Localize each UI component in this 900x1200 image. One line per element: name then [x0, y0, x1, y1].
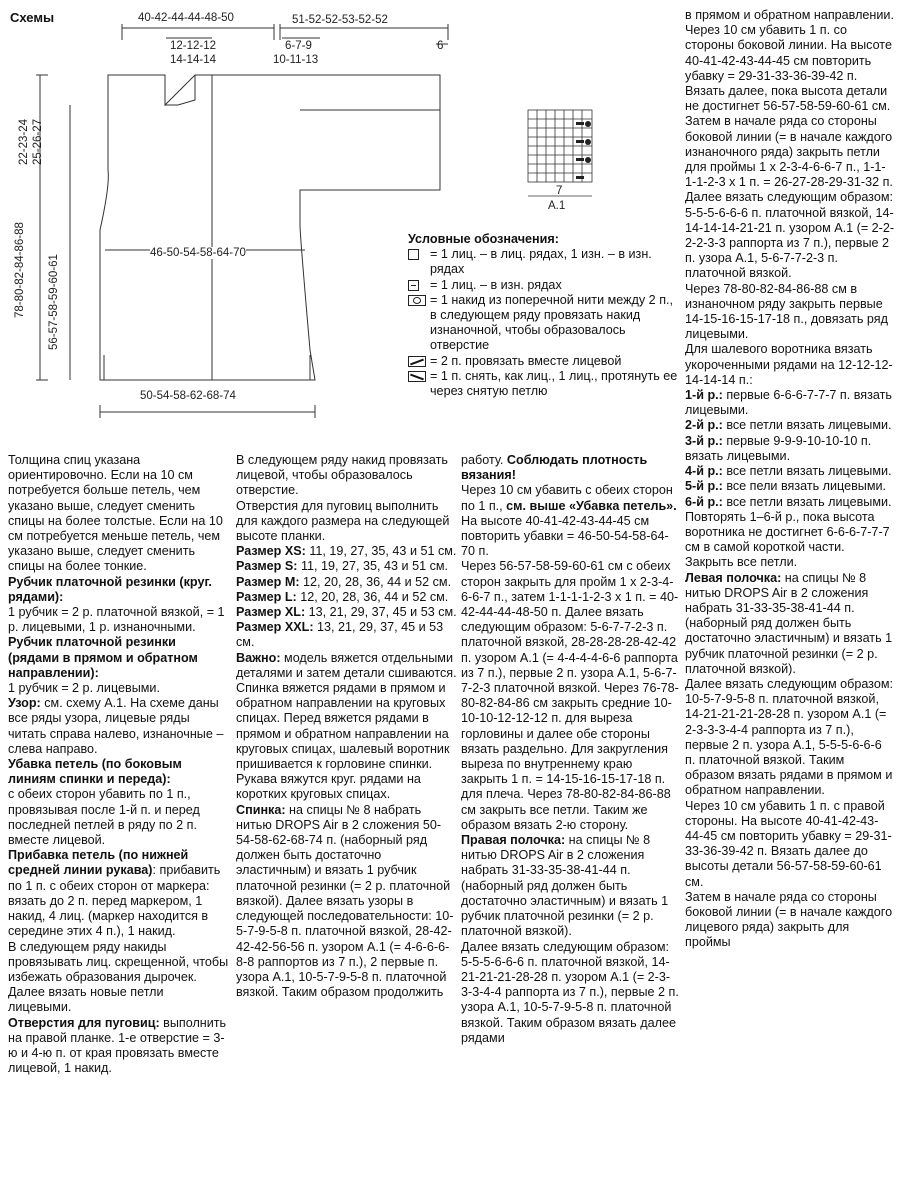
paragraph	[685, 677, 895, 799]
paragraph-heading: 3-й р.:	[685, 433, 723, 448]
paragraph-text: все петли вязать лицевыми.	[722, 418, 892, 433]
paragraph	[8, 681, 230, 696]
paragraph-text: Через 10 см убавить 1 п. с правой стороны. На высоте 40-41-42-43-44-45 см повторить убавку = 29-31-33-36-39-42 п. Вязать далее до высоты детали 56-57-58-59-60-61 см.	[685, 798, 892, 889]
paragraph	[8, 605, 230, 635]
text-column-3	[461, 453, 681, 1198]
paragraph	[8, 696, 230, 757]
paragraph-text: модель вяжется отдельными деталями и затем детали сшиваются. Спинка вяжется рядами в прямом и обратном направлении на круговых спицах. Перед вяжется рядами в прямом и обратном направлении на круговых спицах, шалевый воротник пришивается к горловине спинки. Рукава вяжутся круг. рядами на коротких круговых спицах.	[236, 650, 457, 802]
paragraph-heading: 1-й р.:	[685, 388, 723, 403]
legend	[408, 232, 678, 399]
paragraph	[8, 787, 230, 848]
paragraph	[8, 757, 230, 787]
paragraph-heading: Размер XXL:	[236, 620, 314, 635]
paragraph-heading: 2-й р.:	[685, 418, 723, 433]
paragraph-text: все петли вязать лицевыми.	[722, 494, 892, 509]
skpo-icon	[408, 369, 430, 399]
paragraph	[236, 499, 458, 545]
paragraph-text: первые 6-6-6-7-7-7 п. вязать лицевыми.	[685, 388, 892, 418]
paragraph-heading: Размер S:	[236, 559, 298, 574]
paragraph-text: все пели вязать лицевыми.	[722, 479, 887, 494]
paragraph-text: : прибавить по 1 п. с обеих сторон от маркера: вязать до 2 п. перед маркером, 1 накид, 4 лиц. (маркер находится в середине этих 4 п.), 1 накид.	[8, 863, 221, 939]
text-column-1	[8, 453, 230, 1198]
paragraph-text: В следующем ряду накиды провязывать лиц. скрещенной, чтобы избежать образования дырочек. Далее вязать новые петли лицевыми.	[8, 939, 229, 1015]
paragraph-text: Далее вязать следующим образом: 5-5-5-6-6-6 п. платочной вязкой, 14-14-14-14-21-21 п. узором А.1 (= 2-2-2-2-3-3 раппорта из 7 п.), первые 2 п. узора А.1, 5-6-7-7-2-3 п. платочной вязкой.	[685, 190, 895, 281]
paragraph-emphasis: Соблюдать плотность вязания!	[461, 453, 648, 483]
paragraph-heading: Рубчик платочной резинки (рядами в прямом и обратном направлении):	[8, 635, 198, 680]
schematic-title: Схемы	[10, 10, 55, 25]
dim-bottom: 50-54-58-62-68-74	[140, 390, 236, 402]
legend-item: = 1 п. снять, как лиц., 1 лиц., протянуть ее через снятую петлю	[408, 369, 678, 399]
paragraph	[8, 940, 230, 1016]
paragraph-heading: Рубчик платочной резинки (круг. рядами):	[8, 574, 212, 604]
dim-cuff-b: 10-11-13	[273, 54, 319, 66]
paragraph	[685, 190, 895, 281]
paragraph	[8, 635, 230, 681]
paragraph	[685, 571, 895, 677]
paragraph	[461, 483, 681, 513]
paragraph	[685, 342, 895, 388]
knit-square-icon	[408, 247, 430, 277]
paragraph-text: в прямом и обратном направлении. Через 10 см убавить 1 п. со стороны боковой линии. На высоте 40-41-42-43-44-45 см повторить убавку = 29-31-33-36-39-42 п.	[685, 8, 894, 83]
paragraph-text: Затем в начале ряда со стороны боковой линии (= в начале каждого лицевого ряда) закрыть для проймы	[685, 889, 893, 950]
k2tog-icon	[408, 354, 430, 369]
paragraph-heading: 6-й р.:	[685, 494, 723, 509]
paragraph	[685, 84, 895, 114]
paragraph-text: Через 56-57-58-59-60-61 см с обеих сторон закрыть для пройм 1 х 2-3-4-6-6-7 п., затем 1-1-1-1-2-3 х 1 п. = 40-42-44-44-48-50 п. Далее вязать следующим образом: 5-6-7-7-2-3 п. платочной вязкой, 28-28-28-28-42-42 п. узором А.1 (= 4-4-4-4-6-6 раппорта из 7 п.), первые 2 п. узора А.1, 5-6-7-7-2-3 платочной вязкой. Через 76-78-80-82-84-86 см закрыть средние 10-10-10-12-12-12 п. для выреза горловины и далее обе стороны вязать раздельно. Для закругления выреза по внутреннему краю закрыть 1 п. = 14-15-16-15-17-18 п. для плеча. Через 78-80-82-84-86-88 см закрыть все петли. Таким же образом вязать 2-ю сторону.	[461, 559, 679, 832]
paragraph-text: 13, 21, 29, 37, 45 и 53 см.	[305, 605, 457, 620]
paragraph-text: Через 10 см убавить с обеих сторон по 1 п.,	[461, 483, 673, 513]
paragraph-heading: Прибавка петель (по нижней средней линии рукава)	[8, 848, 189, 878]
paragraph	[685, 434, 895, 464]
paragraph	[685, 510, 895, 571]
paragraph	[685, 890, 895, 951]
paragraph-text: на спицы № 8 набрать нитью DROPS Air в 2 сложения 50-54-58-62-68-74 п. (наборный ряд должен быть достаточно эластичным) и вязать 1 рубчик платочной резинки (= 2 р. платочной вязкой). Далее вязать узоры в следующей последовательности: 10-5-7-9-5-8 п. платочной вязкой, 28-42-42-42-56-56 п. узором А.1 (= 4-6-6-6-8-8 раппортов из 7 п.), 2 первые п. узора А.1, 10-5-7-9-5-8 п. платочной вязкой. Таким образом продолжить	[236, 802, 454, 1000]
paragraph-text: В следующем ряду накид провязать лицевой, чтобы образовалось отверстие.	[236, 453, 448, 498]
text-column-4	[685, 8, 895, 1198]
paragraph-heading: Спинка:	[236, 802, 286, 817]
paragraph-text: на спицы № 8 нитью DROPS Air в 2 сложения набрать 31-33-35-38-41-44 п. (наборный ряд должен быть достаточно эластичным) и вязать 1 рубчик платочной резинки (= 2 р. платочной вязкой).	[685, 570, 893, 676]
paragraph	[685, 388, 895, 418]
paragraph-heading: Размер L:	[236, 589, 297, 604]
legend-item: = 1 лиц. – в лиц. рядах, 1 изн. – в изн. рядах	[408, 247, 678, 277]
paragraph-text: см. схему А.1. На схеме даны все ряды узора, лицевые ряды читать справа налево, изнаночные – слева направо.	[8, 696, 224, 756]
paragraph-heading: Правая полочка:	[461, 833, 566, 848]
paragraph-text: Далее вязать следующим образом: 10-5-7-9-5-8 п. платочной вязкой, 14-21-21-21-28-28 п. узором А.1 (= 2-3-3-3-4-4 раппорта из 7 п.), первые 2 п. узора А.1, 5-5-5-6-6-6 п. платочной вязкой. Таким образом вязать рядами в прямом и обратном направлении.	[685, 676, 893, 798]
paragraph	[461, 453, 681, 483]
paragraph	[8, 1016, 230, 1077]
paragraph-text: Толщина спиц указана ориентировочно. Если на 10 см потребуется больше петель, чем указано выше, следует сменить спицы на более толстые. Если на 10 см потребуется меньше петель, чем указано выше, следует сменить спицы на более тонкие.	[8, 453, 223, 574]
paragraph-heading: Убавка петель (по боковым линиям спинки и переда):	[8, 757, 182, 787]
body-outline	[100, 75, 440, 380]
dim-side-length: 56-57-58-59-60-61	[48, 254, 60, 350]
paragraph-text: Для шалевого воротника вязать укороченными рядами на 12-12-12-14-14-14 п.:	[685, 342, 893, 387]
paragraph	[685, 479, 895, 494]
dim-cuff-a: 6-7-9	[285, 40, 312, 52]
paragraph-text: все петли вязать лицевыми.	[722, 464, 892, 479]
dim-sleeve-top: 51-52-52-53-52-52	[292, 14, 388, 26]
paragraph-text: 1 рубчик = 2 р. лицевыми.	[8, 681, 160, 696]
paragraph-heading: Размер XL:	[236, 605, 306, 620]
dim-chest: 46-50-54-58-64-70	[150, 247, 246, 259]
dim-neck-b: 14-14-14	[170, 54, 217, 66]
paragraph-text: первые 9-9-9-10-10-10 п. вязать лицевыми.	[685, 433, 872, 463]
paragraph-text: 13, 21, 29, 37, 45 и 53 см.	[236, 620, 444, 650]
paragraph-text: Через 78-80-82-84-86-88 см в изнаночном ряду закрыть первые 14-15-16-15-17-18 п., довязать ряд лицевыми.	[685, 281, 888, 342]
paragraph	[236, 620, 458, 650]
paragraph	[685, 8, 895, 84]
chart-col-count: 7	[556, 185, 563, 197]
paragraph-text: с обеих сторон убавить по 1 п., провязывая после 1-й п. и перед последней петлей в ряду по 2 п. вместе лицевой.	[8, 787, 200, 848]
paragraph	[685, 114, 895, 190]
dim-armhole-b: 25-26-27	[32, 118, 44, 165]
paragraph	[236, 575, 458, 590]
legend-title: Условные обозначения:	[408, 232, 559, 246]
paragraph	[461, 940, 681, 1046]
paragraph	[685, 418, 895, 433]
paragraph	[236, 651, 458, 803]
paragraph-heading: Размер M:	[236, 574, 300, 589]
paragraph-text: Далее вязать следующим образом: 5-5-5-6-6-6 п. платочной вязкой, 14-21-21-21-28-28 п. узором А.1 (= 2-3-3-3-4-4 раппорта из 7 п.), первые 2 п. узора А.1, 10-5-7-9-5-8 п. платочной вязкой. Таким образом вязать далее рядами	[461, 939, 679, 1045]
paragraph-text: Повторять 1–6-й р., пока высота воротника не достигнет 6-6-6-7-7-7 см в самой короткой части. Закрыть все петли.	[685, 509, 890, 570]
dim-armhole-a: 22-23-24	[18, 118, 30, 165]
paragraph	[685, 495, 895, 510]
paragraph-heading: Узор:	[8, 696, 41, 711]
paragraph-heading: Размер XS:	[236, 544, 306, 559]
paragraph	[236, 544, 458, 559]
paragraph-heading: Левая полочка:	[685, 570, 782, 585]
paragraph-heading: 4-й р.:	[685, 464, 723, 479]
legend-item: = 1 накид из поперечной нити между 2 п., в следующем ряду провязать накид изнаночной, чтобы образовалось отверстие	[408, 293, 678, 354]
chart-name: A.1	[548, 200, 566, 212]
paragraph	[8, 453, 230, 575]
paragraph-text: 11, 19, 27, 35, 43 и 51 см.	[305, 544, 457, 559]
paragraph-text: работу.	[461, 453, 507, 467]
paragraph	[8, 848, 230, 939]
paragraph	[236, 590, 458, 605]
paragraph	[461, 514, 681, 560]
paragraph-text: На высоте 40-41-42-43-44-45 см повторить убавки = 46-50-54-58-64-70 п.	[461, 513, 669, 559]
legend-item: = 2 п. провязать вместе лицевой	[408, 354, 678, 369]
paragraph	[685, 799, 895, 890]
legend-item: = 1 лиц. – в изн. рядах	[408, 278, 678, 293]
paragraph-text: 1 рубчик = 2 р. платочной вязкой, = 1 р. лицевыми, 1 р. изнаночными.	[8, 605, 225, 635]
text-column-2	[236, 453, 458, 1198]
dim-cuff-width: 6	[437, 40, 444, 52]
paragraph-heading: 5-й р.:	[685, 479, 723, 494]
paragraph	[461, 559, 681, 833]
paragraph	[236, 803, 458, 1001]
paragraph-text: выполнить на правой планке. 1-е отверстие = 3-ю и 4-ю п. от края провязать вместе лицевой, 1 накид.	[8, 1015, 227, 1076]
paragraph	[236, 453, 458, 499]
paragraph-text: 12, 20, 28, 36, 44 и 52 см.	[299, 574, 452, 589]
paragraph-text: на спицы № 8 нитью DROPS Air в 2 сложения набрать 31-33-35-38-41-44 п. (наборный ряд должен быть достаточно эластичным) и вязать 1 рубчик платочной резинки (= 2 р. платочной вязкой).	[461, 833, 669, 939]
paragraph-text: Отверстия для пуговиц выполнить для каждого размера на следующей высоте планки.	[236, 498, 450, 544]
yarn-over-icon	[408, 293, 430, 354]
dim-top-width: 40-42-44-44-48-50	[138, 12, 234, 24]
paragraph	[685, 464, 895, 479]
paragraph	[236, 559, 458, 574]
purl-square-icon	[408, 278, 430, 293]
paragraph-text: 11, 19, 27, 35, 43 и 51 см.	[297, 559, 449, 574]
paragraph-text: Вязать далее, пока высота детали не достигнет 56-57-58-59-60-61 см.	[685, 84, 891, 114]
dim-neck-a: 12-12-12	[170, 40, 217, 52]
paragraph	[236, 605, 458, 620]
paragraph	[685, 282, 895, 343]
paragraph	[461, 833, 681, 939]
paragraph	[8, 575, 230, 605]
paragraph-text: 12, 20, 28, 36, 44 и 52 см.	[296, 589, 449, 604]
paragraph-text: Затем в начале ряда со стороны боковой линии (= в начале каждого изнаночного ряда) закрыть петли для проймы 1 х 2-3-4-6-6-7 п., 1-1-1-1-2-3 х 1 п. = 26-27-28-29-31-32 п.	[685, 114, 893, 190]
dim-total-length: 78-80-82-84-86-88	[14, 222, 26, 318]
paragraph-emphasis: см. выше «Убавка петель».	[506, 498, 677, 513]
paragraph-heading: Отверстия для пуговиц:	[8, 1015, 160, 1030]
paragraph-heading: Важно:	[236, 650, 281, 665]
